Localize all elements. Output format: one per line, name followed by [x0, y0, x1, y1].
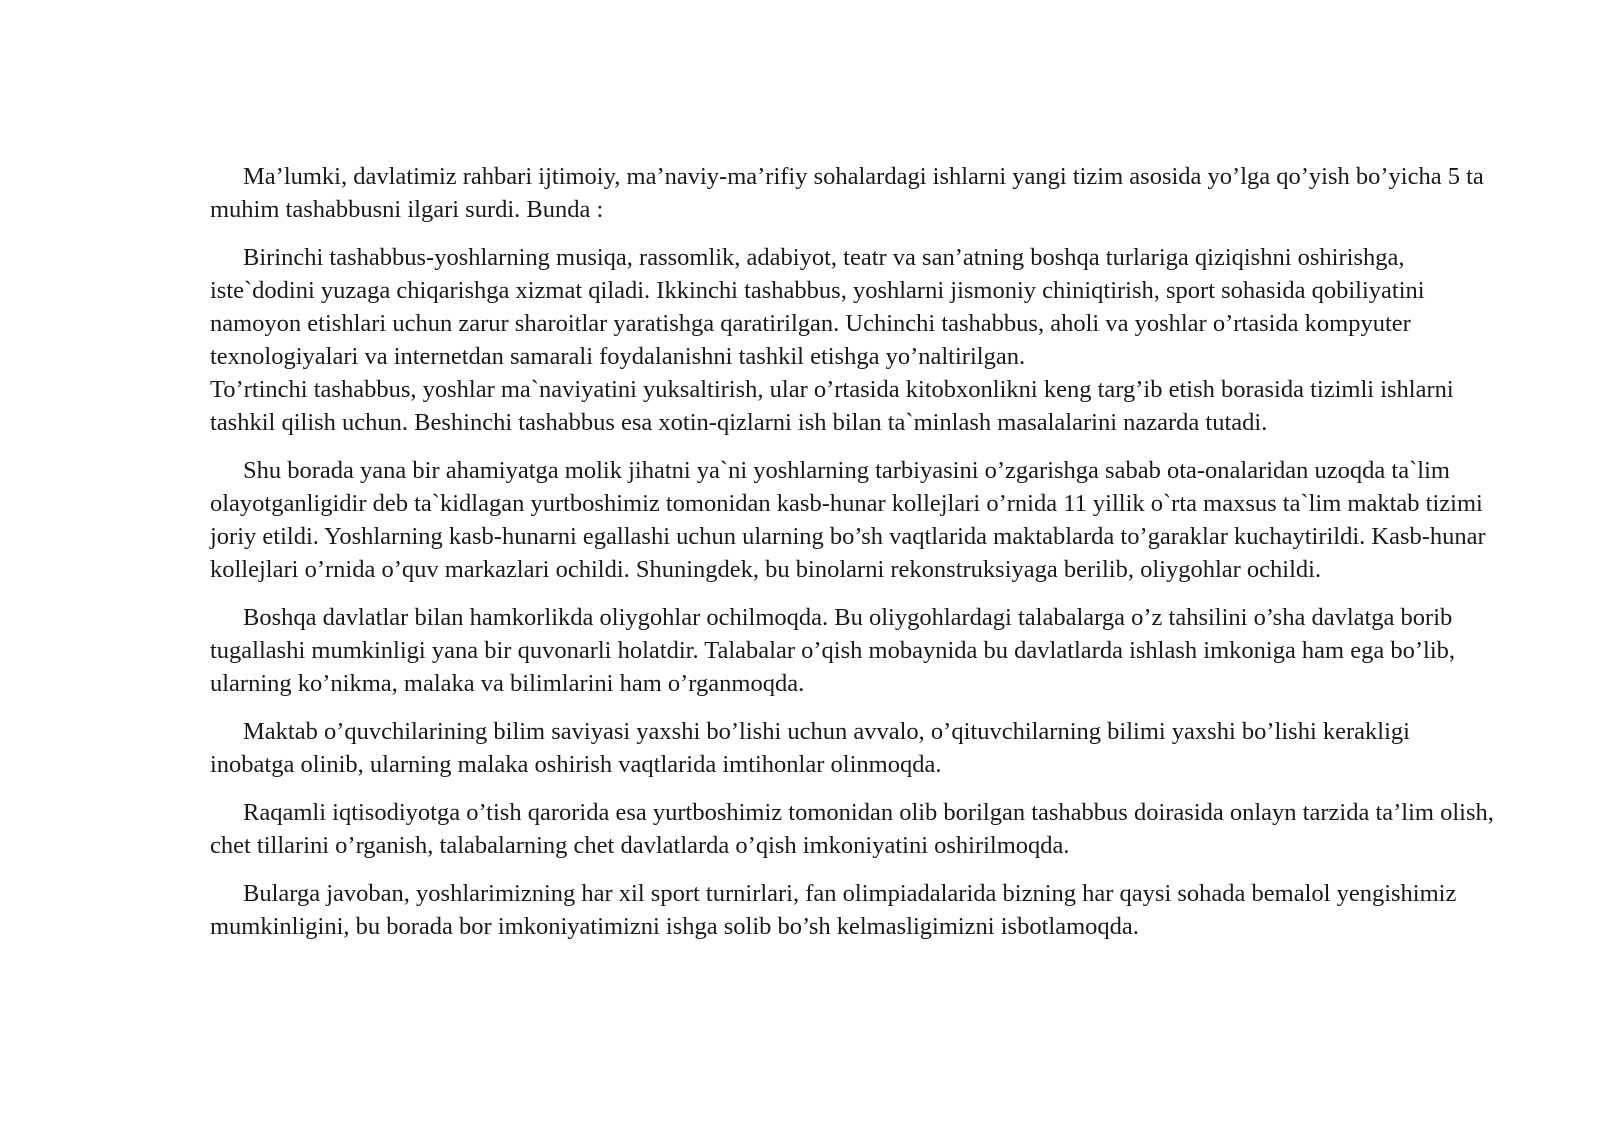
paragraph-7: Bularga javoban, yoshlarimizning har xil sport turnirlari, fan olimpiadalarida bizning har qaysi sohada bemalol yengishimiz mumkinligini, bu borada bor imkoniyatimizni ishga solib bo’sh kelmasligimizni isbotlamoqda.	[210, 880, 1457, 940]
document-body	[210, 160, 1500, 958]
paragraph-1: Ma’lumki, davlatimiz rahbari ijtimoiy, ma’naviy-ma’rifiy sohalardagi ishlarni yangi tizim asosida yo’lga qo’yish bo’yicha 5 ta muhim tashabbusni ilgari surdi. Bunda :	[210, 163, 1484, 223]
paragraph-3: Shu borada yana bir ahamiyatga molik jihatni ya`ni yoshlarning tarbiyasini o’zgarishga sabab ota-onalaridan uzoqda ta`lim olayotganligidir deb ta`kidlagan yurtboshimiz tomonidan kasb-hunar kollejlari o’rnida 11 yillik o`rta maxsus ta`lim maktab tizimi joriy etildi. Yoshlarning kasb-hunarni egallashi uchun ularning bo’sh vaqtlarida maktablarda to’garaklar kuchaytirildi. Kasb-hunar kollejlari o’rnida o’quv markazlari ochildi. Shuningdek, bu binolarni rekonstruksiyaga berilib, oliygohlar ochildi.	[210, 457, 1486, 583]
paragraph-2: Birinchi tashabbus-yoshlarning musiqa, rassomlik, adabiyot, teatr va san’atning boshqa turlariga qiziqishni oshirishga, iste`dodini yuzaga chiqarishga xizmat qiladi. Ikkinchi tashabbus, yoshlarni jismoniy chiniqtirish, sport sohasida qobiliyatini namoyon etishlari uchun zarur sharoitlar yaratishga qaratirilgan. Uchinchi tashabbus, aholi va yoshlar o’rtasida kompyuter texnologiyalari va internetdan samarali foydalanishni tashkil etishga yo’naltirilgan. To’rtinchi tashabbus, yoshlar ma`naviyatini yuksaltirish, ular o’rtasida kitobxonlikni keng targ’ib etish borasida tizimli ishlarni tashkil qilish uchun. Beshinchi tashabbus esa xotin-qizlarni ish bilan ta`minlash masalalarini nazarda tutadi.	[210, 244, 1454, 436]
paragraph-6: Raqamli iqtisodiyotga o’tish qarorida esa yurtboshimiz tomonidan olib borilgan tashabbus doirasida onlayn tarzida ta’lim olish, chet tillarini o’rganish, talabalarning chet davlatlarda o’qish imkoniyatini oshirilmoqda.	[210, 799, 1494, 859]
paragraph-5: Maktab o’quvchilarining bilim saviyasi yaxshi bo’lishi uchun avvalo, o’qituvchilarning bilimi yaxshi bo’lishi kerakligi inobatga olinib, ularning malaka oshirish vaqtlarida imtihonlar olinmoqda.	[210, 718, 1410, 778]
paragraph-4: Boshqa davlatlar bilan hamkorlikda oliygohlar ochilmoqda. Bu oliygohlardagi talabalarga o’z tahsilini o’sha davlatga borib tugallashi mumkinligi yana bir quvonarli holatdir. Talabalar o’qish mobaynida bu davlatlarda ishlash imkoniga ham ega bo’lib, ularning ko’nikma, malaka va bilimlarini ham o’rganmoqda.	[210, 604, 1456, 697]
